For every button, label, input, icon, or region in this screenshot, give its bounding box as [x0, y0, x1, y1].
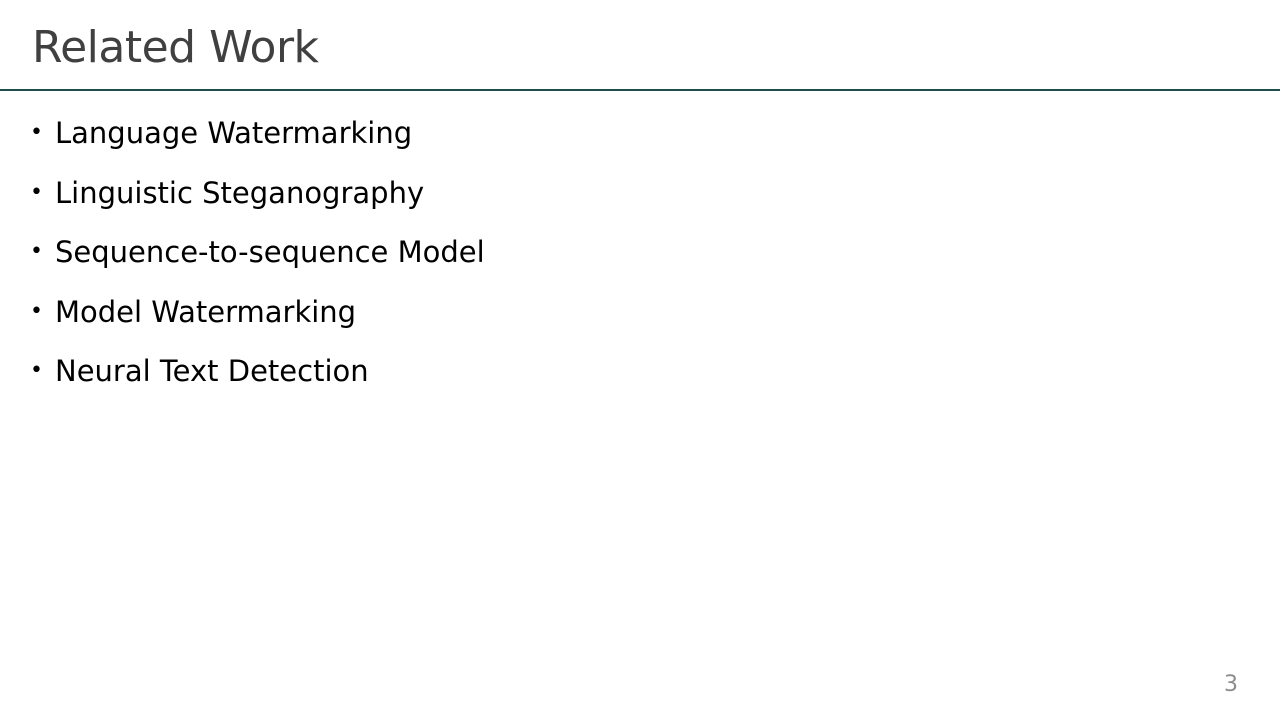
bullet-text: Model Watermarking — [55, 294, 357, 329]
bullet-text: Neural Text Detection — [55, 354, 369, 388]
bullet-text: Linguistic Steganography — [55, 175, 425, 210]
bullet-item — [30, 345, 485, 405]
slide-title: Related Work — [32, 22, 319, 73]
bullet-icon: • — [30, 239, 43, 264]
bullet-icon: • — [30, 298, 43, 324]
bullet-item — [30, 286, 485, 346]
bullet-icon: • — [30, 358, 43, 383]
page-number: 3 — [1224, 672, 1238, 697]
bullet-item — [30, 167, 485, 227]
bullet-item — [30, 226, 485, 286]
title-divider — [0, 89, 1280, 91]
bullet-item — [30, 107, 485, 167]
bullet-icon: • — [30, 120, 43, 145]
bullet-text: Language Watermarking — [55, 116, 413, 150]
bullet-icon: • — [30, 179, 43, 205]
bullet-list — [30, 107, 485, 405]
bullet-text: Sequence-to-sequence Model — [55, 235, 485, 269]
